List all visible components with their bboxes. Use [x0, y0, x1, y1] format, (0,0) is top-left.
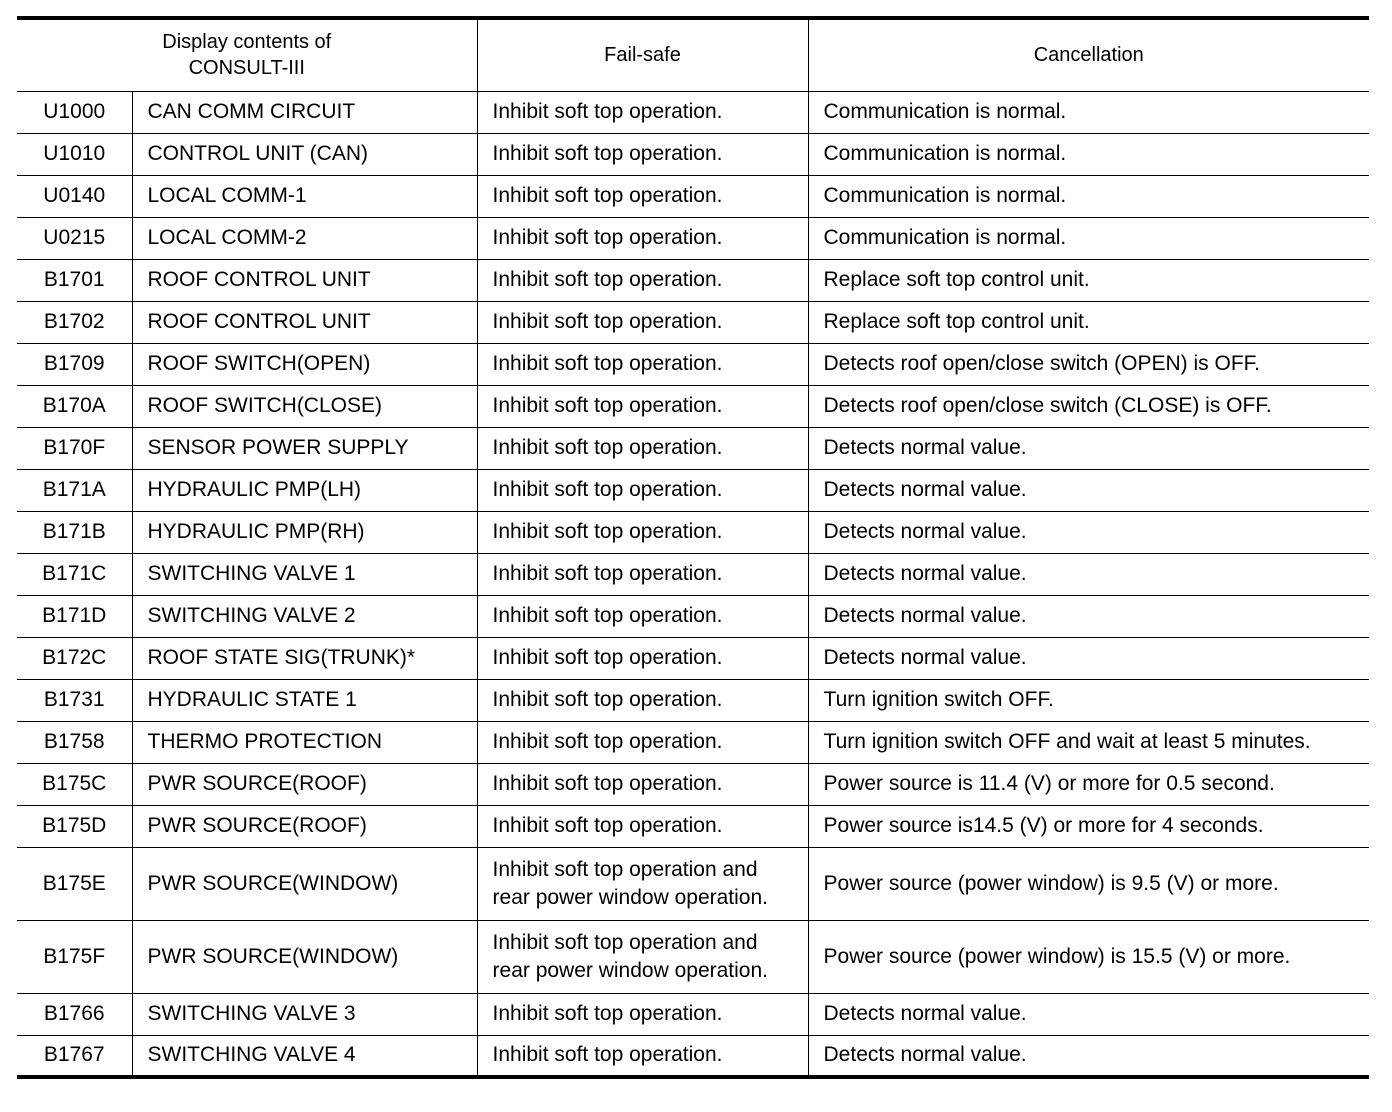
cancellation-text: Turn ignition switch OFF and wait at least 5 minutes. [823, 730, 1311, 753]
fail-safe-cell [477, 91, 808, 133]
cancellation-cell [808, 721, 1369, 763]
fail-safe-text: Inhibit soft top operation. [492, 478, 723, 501]
fail-safe-text: Inhibit soft top operation. [492, 520, 723, 543]
fail-safe-text: Inhibit soft top operation. [492, 1043, 723, 1067]
fail-safe-text: Inhibit soft top operation. [492, 142, 723, 165]
dtc-code-text: B1766 [43, 1002, 105, 1025]
fail-safe-text: Inhibit soft top operation. [492, 100, 723, 123]
dtc-item-text: PWR SOURCE(WINDOW) [147, 871, 399, 895]
table-row [17, 763, 1369, 805]
dtc-item-cell [132, 763, 477, 805]
dtc-code-text: U1000 [43, 100, 106, 123]
cancellation-cell [808, 847, 1369, 920]
table-row [17, 1035, 1369, 1077]
dtc-item-cell [132, 721, 477, 763]
fail-safe-text: Inhibit soft top operation and rear power window operation. [492, 930, 768, 982]
dtc-code-cell [17, 343, 132, 385]
dtc-item-text: HYDRAULIC STATE 1 [147, 688, 357, 711]
dtc-item-cell [132, 553, 477, 595]
dtc-item-text: SWITCHING VALVE 2 [147, 604, 356, 627]
cancellation-text: Replace soft top control unit. [823, 268, 1090, 291]
dtc-item-text: PWR SOURCE(WINDOW) [147, 944, 399, 968]
fail-safe-cell [477, 847, 808, 920]
dtc-item-text: ROOF SWITCH(CLOSE) [147, 394, 382, 417]
dtc-item-cell [132, 259, 477, 301]
fail-safe-table [17, 16, 1369, 1079]
fail-safe-cell [477, 133, 808, 175]
table-row [17, 301, 1369, 343]
dtc-code-text: B171B [42, 520, 106, 543]
dtc-item-text: ROOF SWITCH(OPEN) [147, 352, 371, 375]
dtc-item-cell [132, 920, 477, 993]
fail-safe-cell [477, 1035, 808, 1077]
dtc-code-cell [17, 91, 132, 133]
dtc-item-cell [132, 91, 477, 133]
dtc-item-cell [132, 343, 477, 385]
dtc-item-text: LOCAL COMM-1 [147, 184, 307, 207]
cancellation-text: Power source is 11.4 (V) or more for 0.5 second. [823, 772, 1275, 795]
header-row [17, 18, 1369, 91]
dtc-code-cell [17, 1035, 132, 1077]
dtc-item-cell [132, 847, 477, 920]
dtc-item-text: SWITCHING VALVE 4 [147, 1043, 356, 1067]
header-display-line2: CONSULT-III [188, 57, 305, 80]
dtc-code-text: B1731 [43, 688, 105, 711]
dtc-item-text: CONTROL UNIT (CAN) [147, 142, 368, 165]
dtc-code-cell [17, 427, 132, 469]
fail-safe-text: Inhibit soft top operation. [492, 352, 723, 375]
cancellation-text: Replace soft top control unit. [823, 310, 1090, 333]
cancellation-text: Communication is normal. [823, 100, 1067, 123]
fail-safe-text: Inhibit soft top operation. [492, 772, 723, 795]
dtc-code-cell [17, 847, 132, 920]
cancellation-text: Power source (power window) is 15.5 (V) or more. [823, 944, 1291, 968]
cancellation-cell [808, 763, 1369, 805]
cancellation-text: Communication is normal. [823, 184, 1067, 207]
dtc-item-text: PWR SOURCE(ROOF) [147, 772, 367, 795]
cancellation-cell [808, 343, 1369, 385]
header-cancellation: Cancellation [808, 18, 1369, 91]
fail-safe-cell [477, 511, 808, 553]
fail-safe-text: Inhibit soft top operation. [492, 310, 723, 333]
fail-safe-cell [477, 721, 808, 763]
fail-safe-cell [477, 679, 808, 721]
cancellation-text: Detects normal value. [823, 646, 1027, 669]
dtc-code-text: B175C [42, 772, 107, 795]
fail-safe-text: Inhibit soft top operation. [492, 394, 723, 417]
cancellation-text: Detects normal value. [823, 520, 1027, 543]
fail-safe-text: Inhibit soft top operation. [492, 1002, 723, 1025]
fail-safe-cell [477, 763, 808, 805]
cancellation-cell [808, 595, 1369, 637]
fail-safe-text: Inhibit soft top operation. [492, 562, 723, 585]
cancellation-cell [808, 920, 1369, 993]
table-row [17, 595, 1369, 637]
table-row [17, 217, 1369, 259]
cancellation-cell [808, 511, 1369, 553]
dtc-code-cell [17, 133, 132, 175]
table-row [17, 385, 1369, 427]
header-display-line1: Display contents of [162, 31, 332, 54]
dtc-code-cell [17, 217, 132, 259]
dtc-code-text: B170F [43, 436, 106, 459]
fail-safe-cell [477, 920, 808, 993]
cancellation-text: Turn ignition switch OFF. [823, 688, 1054, 711]
table-row [17, 637, 1369, 679]
dtc-item-text: ROOF CONTROL UNIT [147, 310, 371, 333]
dtc-item-cell [132, 1035, 477, 1077]
dtc-item-text: ROOF STATE SIG(TRUNK)* [147, 646, 416, 669]
dtc-item-text: ROOF CONTROL UNIT [147, 268, 371, 291]
cancellation-cell [808, 679, 1369, 721]
dtc-item-cell [132, 511, 477, 553]
fail-safe-cell [477, 553, 808, 595]
cancellation-text: Detects normal value. [823, 562, 1027, 585]
table-row [17, 553, 1369, 595]
header-fail-safe: Fail-safe [477, 18, 808, 91]
dtc-code-text: B171A [42, 478, 106, 501]
table-row [17, 175, 1369, 217]
dtc-code-cell [17, 993, 132, 1035]
fail-safe-cell [477, 427, 808, 469]
cancellation-cell [808, 1035, 1369, 1077]
fail-safe-cell [477, 385, 808, 427]
fail-safe-text: Inhibit soft top operation. [492, 814, 723, 837]
dtc-code-cell [17, 301, 132, 343]
dtc-item-text: LOCAL COMM-2 [147, 226, 307, 249]
fail-safe-text: Inhibit soft top operation. [492, 268, 723, 291]
fail-safe-cell [477, 637, 808, 679]
fail-safe-text: Inhibit soft top operation. [492, 604, 723, 627]
fail-safe-cell [477, 595, 808, 637]
dtc-code-cell [17, 259, 132, 301]
fail-safe-cell [477, 259, 808, 301]
dtc-code-cell [17, 721, 132, 763]
header-display-contents [17, 18, 477, 91]
cancellation-cell [808, 133, 1369, 175]
dtc-code-cell [17, 679, 132, 721]
dtc-item-cell [132, 469, 477, 511]
fail-safe-cell [477, 469, 808, 511]
dtc-item-cell [132, 805, 477, 847]
cancellation-cell [808, 637, 1369, 679]
dtc-code-text: U0215 [43, 226, 106, 249]
fail-safe-text: Inhibit soft top operation. [492, 730, 723, 753]
cancellation-text: Power source (power window) is 9.5 (V) or more. [823, 871, 1279, 895]
dtc-code-cell [17, 637, 132, 679]
dtc-item-text: SENSOR POWER SUPPLY [147, 436, 409, 459]
dtc-code-text: B171C [42, 562, 107, 585]
fail-safe-text: Inhibit soft top operation. [492, 646, 723, 669]
dtc-code-text: B1709 [43, 352, 105, 375]
table-row [17, 427, 1369, 469]
table-row [17, 679, 1369, 721]
cancellation-text: Detects normal value. [823, 1043, 1027, 1067]
dtc-code-cell [17, 920, 132, 993]
fail-safe-cell [477, 217, 808, 259]
dtc-item-text: HYDRAULIC PMP(LH) [147, 478, 362, 501]
dtc-item-cell [132, 595, 477, 637]
table-header [17, 18, 1369, 91]
table-row [17, 343, 1369, 385]
dtc-item-cell [132, 427, 477, 469]
dtc-code-text: B175D [42, 814, 107, 837]
cancellation-cell [808, 553, 1369, 595]
fail-safe-text: Inhibit soft top operation. [492, 436, 723, 459]
dtc-code-text: U0140 [43, 184, 106, 207]
dtc-code-text: U1010 [43, 142, 106, 165]
dtc-code-text: B170A [42, 394, 106, 417]
table-row [17, 721, 1369, 763]
table-row [17, 469, 1369, 511]
fail-safe-text: Inhibit soft top operation. [492, 688, 723, 711]
cancellation-cell [808, 385, 1369, 427]
dtc-item-cell [132, 133, 477, 175]
dtc-code-cell [17, 595, 132, 637]
cancellation-cell [808, 301, 1369, 343]
table-row [17, 133, 1369, 175]
dtc-code-cell [17, 805, 132, 847]
cancellation-text: Detects normal value. [823, 1002, 1027, 1025]
cancellation-cell [808, 805, 1369, 847]
cancellation-text: Detects normal value. [823, 478, 1027, 501]
dtc-item-text: PWR SOURCE(ROOF) [147, 814, 367, 837]
cancellation-text: Detects normal value. [823, 436, 1027, 459]
fail-safe-text: Inhibit soft top operation. [492, 184, 723, 207]
cancellation-text: Detects normal value. [823, 604, 1027, 627]
table-row [17, 805, 1369, 847]
table-row [17, 511, 1369, 553]
fail-safe-cell [477, 301, 808, 343]
dtc-code-text: B1702 [43, 310, 105, 333]
cancellation-cell [808, 427, 1369, 469]
cancellation-cell [808, 259, 1369, 301]
table-row [17, 993, 1369, 1035]
dtc-item-cell [132, 637, 477, 679]
dtc-code-text: B171D [42, 604, 107, 627]
dtc-code-text: B1767 [43, 1043, 105, 1067]
dtc-item-text: SWITCHING VALVE 3 [147, 1002, 356, 1025]
dtc-code-cell [17, 175, 132, 217]
fail-safe-cell [477, 993, 808, 1035]
dtc-item-text: SWITCHING VALVE 1 [147, 562, 356, 585]
fail-safe-text: Inhibit soft top operation and rear power window operation. [492, 857, 768, 909]
dtc-item-cell [132, 385, 477, 427]
dtc-code-text: B175E [42, 871, 106, 895]
dtc-code-text: B175F [43, 944, 106, 968]
dtc-code-text: B1758 [43, 730, 105, 753]
cancellation-text: Communication is normal. [823, 142, 1067, 165]
dtc-item-cell [132, 679, 477, 721]
table-row [17, 91, 1369, 133]
dtc-code-cell [17, 763, 132, 805]
dtc-code-cell [17, 385, 132, 427]
dtc-item-text: HYDRAULIC PMP(RH) [147, 520, 365, 543]
dtc-item-cell [132, 301, 477, 343]
dtc-code-text: B1701 [43, 268, 105, 291]
cancellation-text: Power source is14.5 (V) or more for 4 seconds. [823, 814, 1264, 837]
dtc-item-cell [132, 175, 477, 217]
cancellation-text: Detects roof open/close switch (CLOSE) is OFF. [823, 394, 1272, 417]
fail-safe-cell [477, 343, 808, 385]
dtc-item-text: CAN COMM CIRCUIT [147, 100, 356, 123]
table-row [17, 259, 1369, 301]
dtc-code-cell [17, 511, 132, 553]
cancellation-cell [808, 469, 1369, 511]
dtc-code-text: B172C [42, 646, 107, 669]
dtc-code-cell [17, 553, 132, 595]
cancellation-cell [808, 175, 1369, 217]
fail-safe-cell [477, 805, 808, 847]
table-row [17, 920, 1369, 993]
fail-safe-text: Inhibit soft top operation. [492, 226, 723, 249]
table-row [17, 847, 1369, 920]
dtc-item-text: THERMO PROTECTION [147, 730, 382, 753]
cancellation-text: Communication is normal. [823, 226, 1067, 249]
dtc-code-cell [17, 469, 132, 511]
table-body [17, 91, 1369, 1077]
cancellation-text: Detects roof open/close switch (OPEN) is OFF. [823, 352, 1260, 375]
dtc-item-cell [132, 993, 477, 1035]
dtc-item-cell [132, 217, 477, 259]
cancellation-cell [808, 993, 1369, 1035]
cancellation-cell [808, 217, 1369, 259]
fail-safe-cell [477, 175, 808, 217]
cancellation-cell [808, 91, 1369, 133]
